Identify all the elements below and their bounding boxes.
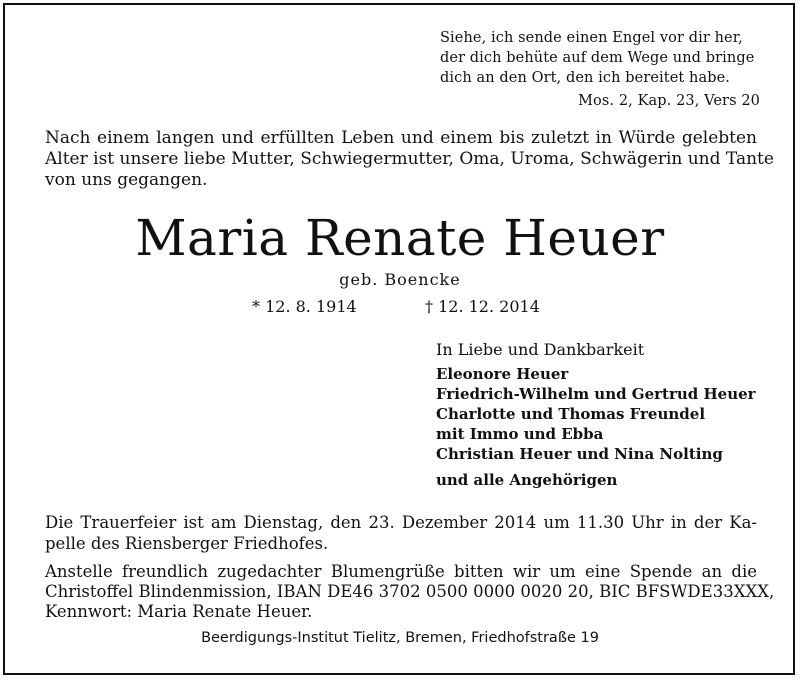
mourner-name: Charlotte und Thomas Freundel xyxy=(436,405,706,423)
mourner-name: mit Immo und Ebba xyxy=(436,425,604,443)
intro-text xyxy=(45,128,774,191)
bible-verse xyxy=(440,28,760,111)
donation-info xyxy=(45,562,775,622)
mourner-name: Friedrich-Wilhelm und Gertrud Heuer xyxy=(436,385,756,403)
mourners-others: und alle Angehörigen xyxy=(436,471,618,489)
donation-line: Christoffel Blindenmission, IBAN DE46 3702 0500 0000 0020 20, BIC BFSWDE33XXX, xyxy=(45,582,775,601)
birth-date: * 12. 8. 1914 xyxy=(252,297,357,316)
funeral-line: Die Trauerfeier ist am Dienstag, den 23. Dezember 2014 um 11.30 Uhr in der Ka- xyxy=(45,513,757,532)
maiden-name: geb. Boencke xyxy=(339,270,461,289)
mourners-intro: In Liebe und Dankbarkeit xyxy=(436,340,645,359)
verse-line: Siehe, ich sende einen Engel vor dir her, xyxy=(440,30,743,46)
donation-line: Anstelle freundlich zugedachter Blumengrüße bitten wir um eine Spende an die xyxy=(45,562,757,581)
deceased-name: Maria Renate Heuer xyxy=(135,209,665,267)
funeral-line: pelle des Riensberger Friedhofes. xyxy=(45,534,329,553)
intro-line: Nach einem langen und erfüllten Leben und einem bis zuletzt in Würde gelebten xyxy=(45,128,757,148)
death-date: † 12. 12. 2014 xyxy=(425,297,540,316)
intro-line: von uns gegangen. xyxy=(45,170,208,190)
funeral-home: Beerdigungs-Institut Tielitz, Bremen, Friedhofstraße 19 xyxy=(201,630,599,646)
mourner-name: Christian Heuer und Nina Nolting xyxy=(436,445,723,463)
mourner-name: Eleonore Heuer xyxy=(436,365,569,383)
verse-reference: Mos. 2, Kap. 23, Vers 20 xyxy=(578,93,760,109)
donation-line: Kennwort: Maria Renate Heuer. xyxy=(45,602,313,621)
funeral-info xyxy=(45,512,757,554)
intro-line: Alter ist unsere liebe Mutter, Schwiegermutter, Oma, Uroma, Schwägerin und Tante xyxy=(45,149,774,169)
mourners-block xyxy=(436,340,766,490)
verse-line: dich an den Ort, den ich bereitet habe. xyxy=(440,70,730,86)
verse-line: der dich behüte auf dem Wege und bringe xyxy=(440,50,755,66)
